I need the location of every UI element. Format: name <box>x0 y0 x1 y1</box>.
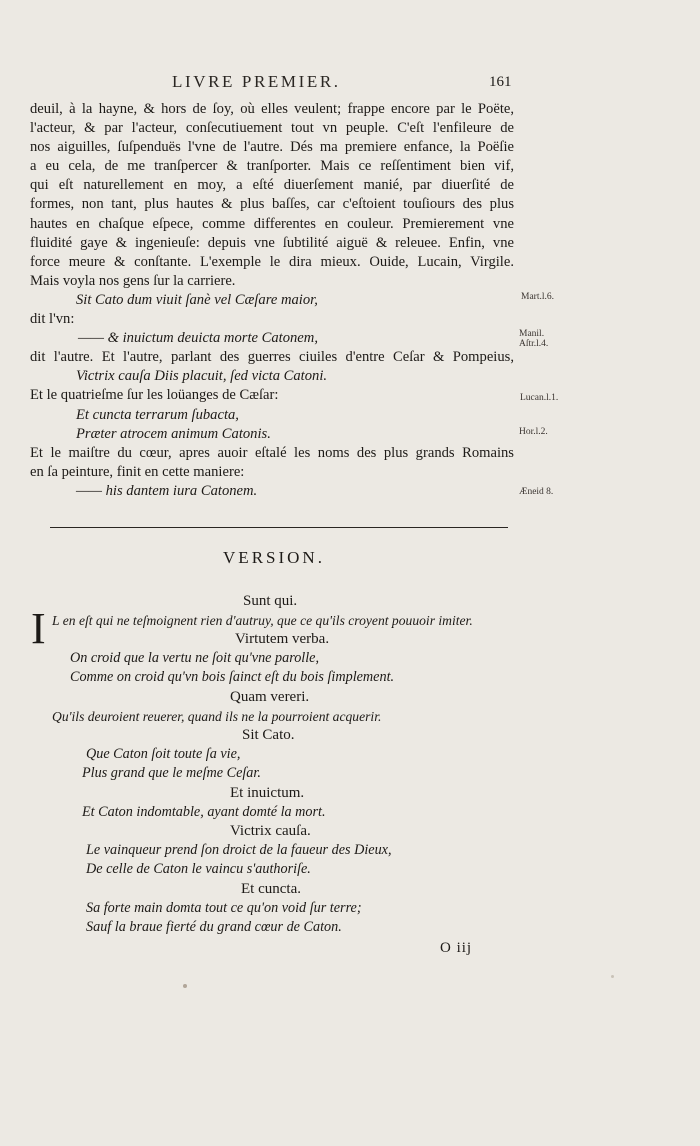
text-line: formes, non tant, plus hautes & plus baſſes, car c'eſtoient touſiours des plus <box>30 196 514 213</box>
french-verse-line: Et Caton indomtable, ayant domté la mort. <box>82 804 326 820</box>
latin-quote-line: Et cuncta terrarum ſubacta, <box>76 406 239 423</box>
text-line: en ſa peinture, finit en cette maniere: <box>30 463 245 480</box>
drop-cap: I <box>31 604 46 653</box>
french-verse-line: Le vainqueur prend ſon droict de la faueur des Dieux, <box>86 842 392 858</box>
latin-quote-line: —— & inuictum deuicta morte Catonem, <box>78 330 318 347</box>
french-verse-line: Plus grand que le meſme Ceſar. <box>82 765 261 781</box>
text-line: hautes en chaſque eſpece, comme differentes en couleur. Premierement vne <box>30 215 514 232</box>
signature-mark: O iij <box>440 940 473 956</box>
french-verse-line: Sa forte main domta tout ce qu'on void ſur terre; <box>86 900 362 916</box>
running-head: LIVRE PREMIER. <box>172 72 341 91</box>
paper-spot <box>183 984 187 988</box>
french-verse-line: Que Caton ſoit toute ſa vie, <box>86 746 241 762</box>
margin-note: Æneid 8. <box>519 487 554 497</box>
margin-note: Manil. <box>519 329 545 339</box>
section-title: VERSION. <box>223 548 325 567</box>
main-text-block <box>30 100 514 501</box>
text-line: nos aiguilles, ſuſpenduës l'vne de l'autre. Dés ma premiere enfance, la Poëſie <box>30 139 514 156</box>
french-verse-line: Comme on croid qu'vn bois ſainct eſt du bois ſimplement. <box>70 669 395 685</box>
margin-note: Mart.l.6. <box>521 292 554 302</box>
text-line: fluidité gaye & ingenieuſe: depuis vne ſubtilité aiguë & releuee. Enfin, vne <box>30 234 514 251</box>
text-line: deuil, à la hayne, & hors de ſoy, où elles veulent; frappe encore par le Poëte, <box>30 101 514 117</box>
section-divider <box>50 527 508 528</box>
french-verse-line: Sauf la braue fierté du grand cœur de Caton. <box>86 919 342 935</box>
text-line: qui eſt naturellement en moy, a eſté diuerſement manié, par diuerſité de <box>30 177 514 194</box>
latin-quote-line: Sit Cato dum viuit ſanè vel Cæſare maior, <box>76 291 318 308</box>
latin-cue: Virtutem verba. <box>235 631 330 647</box>
french-verse-line: On croid que la vertu ne ſoit qu'vne parolle, <box>70 650 320 666</box>
latin-cue: Sunt qui. <box>243 593 298 609</box>
text-line: Et le maiſtre du cœur, apres auoir eſtalé les noms des plus grands Romains <box>30 444 514 461</box>
paper-spot <box>611 975 614 978</box>
margin-note: Lucan.l.1. <box>520 393 559 403</box>
text-line: l'acteur, & par l'acteur, conſecutiuement tout vn peuple. C'eſt l'enfileure de <box>30 120 514 137</box>
latin-quote-line: Victrix cauſa Diis placuit, ſed victa Catoni. <box>76 368 328 385</box>
latin-quote-line: —— his dantem iura Catonem. <box>76 482 258 499</box>
french-verse-line: L en eſt qui ne teſmoignent rien d'autruy, que ce qu'ils croyent pouuoir imiter. <box>52 613 473 628</box>
page-number: 161 <box>489 74 512 90</box>
text-line: a eu cela, de me tranſpercer & tranſporter. Mais ce reſſentiment bien vif, <box>30 158 514 175</box>
text-line: Mais voyla nos gens ſur la carriere. <box>30 272 236 289</box>
latin-cue: Sit Cato. <box>242 727 295 743</box>
latin-cue: Quam vereri. <box>230 689 310 705</box>
latin-cue: Et inuictum. <box>230 785 305 801</box>
margin-note: Aſtr.l.4. <box>519 339 549 349</box>
latin-cue: Et cuncta. <box>241 881 301 897</box>
text-line: dit l'autre. Et l'autre, parlant des guerres ciuiles d'entre Ceſar & Pompeius, <box>30 349 514 366</box>
page-header <box>0 72 700 94</box>
text-line: force meure & conſtante. L'exemple le dira mieux. Ouide, Lucain, Virgile. <box>30 253 514 270</box>
french-verse-line: De celle de Caton le vaincu s'authoriſe. <box>86 861 311 877</box>
latin-cue: Victrix cauſa. <box>230 823 311 839</box>
latin-quote-line: Præter atrocem animum Catonis. <box>76 425 271 442</box>
margin-note: Hor.l.2. <box>519 427 548 437</box>
french-verse-line: Qu'ils deuroient reuerer, quand ils ne la pourroient acquerir. <box>52 709 382 724</box>
text-line: dit l'vn: <box>30 311 75 328</box>
text-line: Et le quatrieſme ſur les loüanges de Cæſar: <box>30 387 279 404</box>
